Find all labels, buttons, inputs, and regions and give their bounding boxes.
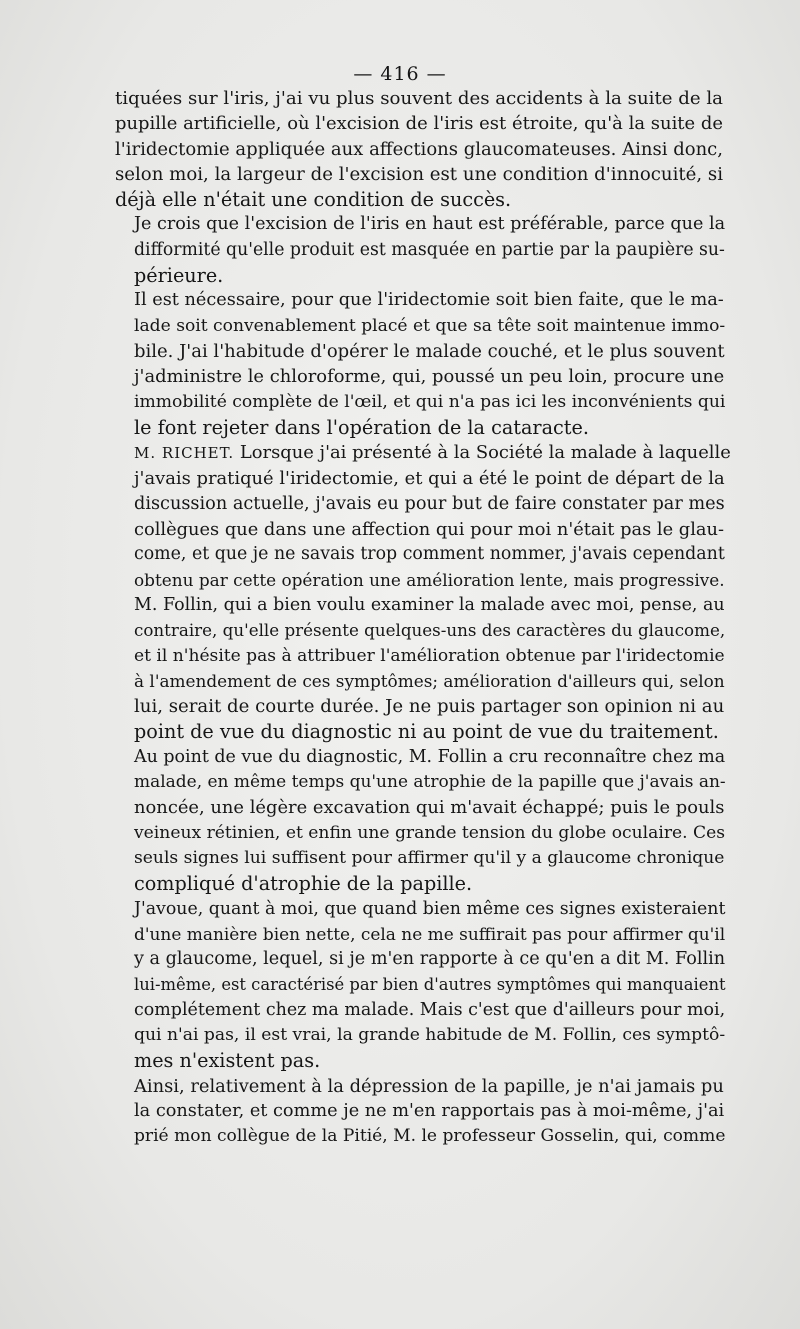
text-line: et il n'hésite pas à attribuer l'amélioration obtenue par l'iridectomie [134,645,725,666]
text-line: lade soit convenablement placé et que sa tête soit maintenue immo- [134,315,726,336]
text-line: discussion actuelle, j'avais eu pour but de faire constater par mes [134,493,725,514]
paragraph [115,1074,726,1150]
text-line: qui n'ai pas, il est vrai, la grande habitude de M. Follin, ces symptô- [134,1024,726,1045]
text-line: mes n'existent pas. [134,1049,321,1073]
text-line: pupille artificielle, où l'excision de l'iris est étroite, qu'à la suite de [115,113,723,135]
text-line: à l'amendement de ces symptômes; amélioration d'ailleurs qui, selon [134,670,725,691]
text-line: périeure. [134,264,224,288]
paragraph [115,212,726,288]
text-line: j'administre le chloroforme, qui, poussé un peu loin, procure une [134,366,725,388]
text-line: bile. J'ai l'habitude d'opérer le malade couché, et le plus souvent [134,340,725,362]
text-line: immobilité complète de l'œil, et qui n'a pas ici les inconvénients qui [134,391,726,412]
text-line: seuls signes lui suffisent pour affirmer qu'il y a glaucome chronique [134,847,725,868]
text-line: Au point de vue du diagnostic, M. Follin a cru reconnaître chez ma [134,746,726,767]
text-line: Il est nécessaire, pour que l'iridectomie soit bien faite, que le ma- [134,290,724,311]
text-line: come, et que je ne savais trop comment nommer, j'avais cependant [134,544,725,565]
text-line [115,440,731,466]
text-line: le font rejeter dans l'opération de la cataracte. [134,415,589,439]
text-line: tiquées sur l'iris, j'ai vu plus souvent des accidents à la suite de la [115,88,723,109]
text-line: lui, serait de courte durée. Je ne puis partager son opinion ni au [134,696,725,718]
page-number: — 416 — [353,63,447,85]
text-line: Je crois que l'excision de l'iris en haut est préférable, parce que la [134,214,726,235]
text-line: selon moi, la largeur de l'excision est une condition d'innocuité, si [115,163,723,185]
text-line: J'avoue, quant à moi, que quand bien même ces signes existeraient [134,898,726,919]
text-line: Ainsi, relativement à la dépression de la papille, je n'ai jamais pu [134,1075,724,1097]
text-line: compliqué d'atrophie de la papille. [134,872,473,896]
body-text [115,86,731,1149]
text-line-rest: Lorsque j'ai présenté à la Société la malade à laquelle [234,442,731,464]
text-line: malade, en même temps qu'une atrophie de la papille que j'avais an- [134,772,726,793]
text-line: difformité qu'elle produit est masquée en partie par la paupière su- [134,239,725,260]
text-line: M. Follin, qui a bien voulu examiner la malade avec moi, pense, au [134,594,725,615]
text-line: point de vue du diagnostic ni au point de vue du traitement. [134,720,719,744]
paragraph [115,440,731,745]
text-line: d'une manière bien nette, cela ne me suffirait pas pour affirmer qu'il [134,923,726,944]
text-line: l'iridectomie appliquée aux affections glaucomateuses. Ainsi donc, [115,138,723,160]
text-line: y a glaucome, lequel, si je m'en rapporte à ce qu'en a dit M. Follin [134,949,726,970]
paragraph [115,86,723,212]
text-line: prié mon collègue de la Pitié, M. le professeur Gosselin, qui, comme [134,1126,726,1147]
text-line: j'avais pratiqué l'iridectomie, et qui a été le point de départ de la [134,468,725,490]
paragraph [115,288,726,440]
paragraph [115,897,726,1074]
text-line: veineux rétinien, et enfin une grande tension du globe oculaire. Ces [134,822,726,843]
text-line: lui-même, est caractérisé par bien d'autres symptômes qui manquaient [134,975,726,995]
text-line: complétement chez ma malade. Mais c'est que d'ailleurs pour moi, [134,999,726,1020]
text-line: déjà elle n'était une condition de succès. [115,188,512,212]
speaker-name: M. RICHET. [134,444,235,463]
text-line: noncée, une légère excavation qui m'avait échappé; puis le pouls [134,797,725,819]
text-line: la constater, et comme je ne m'en rapportais pas à moi-même, j'ai [134,1100,725,1121]
text-line: collègues que dans une affection qui pour moi n'était pas le glau- [134,519,725,541]
paragraph [115,745,726,897]
text-line: obtenu par cette opération une amélioration lente, mais progressive. [134,569,725,590]
text-line: contraire, qu'elle présente quelques-uns des caractères du glaucome, [134,620,726,641]
